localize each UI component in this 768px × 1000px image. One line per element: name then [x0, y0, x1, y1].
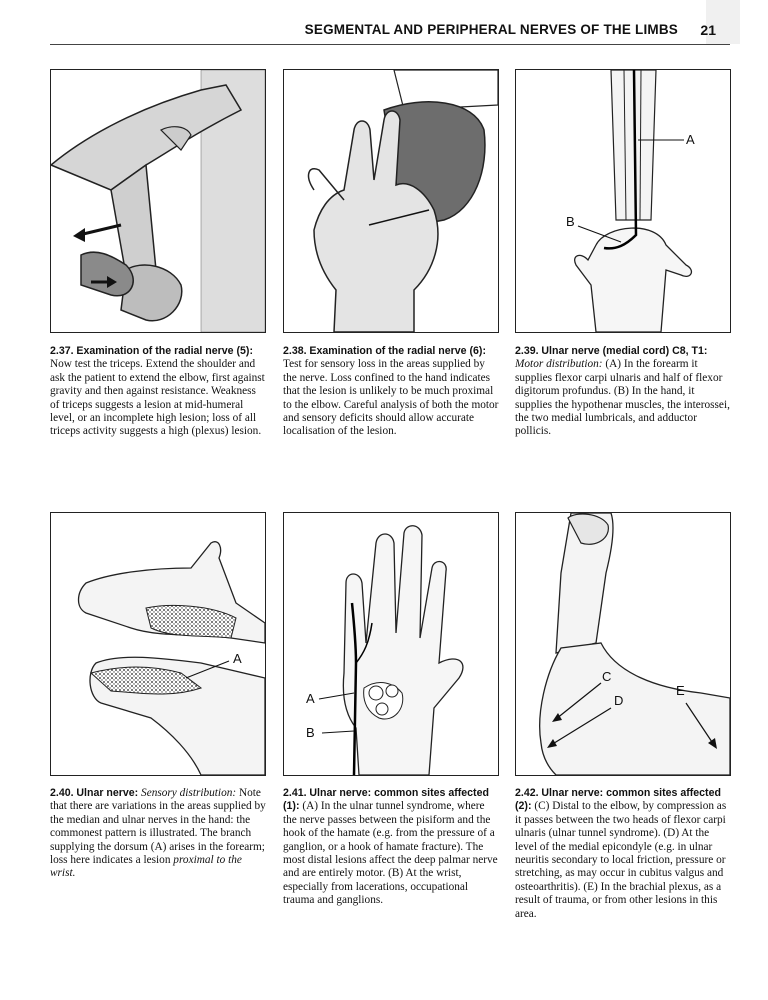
caption-heading: Examination of the radial nerve (6):	[309, 345, 486, 357]
caption-2-37	[50, 345, 268, 439]
caption-italic-lead: Sensory distribution:	[141, 787, 237, 799]
caption-2-42	[515, 787, 733, 921]
caption-italic-end: proximal to the wrist.	[50, 854, 242, 880]
figure-2-42-image	[515, 512, 731, 776]
figure-number: 2.39.	[515, 345, 539, 357]
ulnar-sites-wrist-illustration	[284, 513, 498, 775]
caption-italic-lead: Motor distribution:	[515, 358, 603, 371]
ulnar-sensory-distribution-illustration	[51, 513, 265, 775]
ulnar-motor-distribution-illustration	[516, 70, 730, 332]
caption-heading: Ulnar nerve (medial cord) C8, T1:	[541, 345, 708, 357]
label-d: D	[614, 693, 624, 708]
caption-body: (C) Distal to the elbow, by compression as it passes between the two heads of flexor carpi ulnaris (ulnar tunnel syndrome). (D) At the level of the medial epicondyle (e.g. in ulnar neuritis secondary to local friction, pressure or stretching, as may occur in cubitus valgus and osteoarthritis). (E) In the brachial plexus, as a result of trauma, or from other lesions in this area.	[515, 800, 727, 920]
caption-2-39	[515, 345, 733, 439]
caption-heading: Ulnar nerve:	[76, 787, 139, 799]
caption-2-40	[50, 787, 268, 881]
figure-2-37-image	[50, 69, 266, 333]
label-a: A	[306, 691, 315, 706]
caption-body: (A) In the ulnar tunnel syndrome, where the nerve passes between the pisiform and the hook of the hamate (e.g. from the pressure of a ganglion, or a hook of hamate fracture). The most distal lesions affect the deep palmar nerve and are entirely motor. (B) At the wrist, especially from lacerations, occupational trauma and ganglions.	[283, 800, 498, 907]
figure-number: 2.37.	[50, 345, 74, 357]
caption-body: Now test the triceps. Extend the shoulder and ask the patient to extend the elbow, first against gravity and then against resistance. Weakness of triceps suggests a lesion at mid-humeral level, or an incomplete high lesion; loss of all triceps activity suggests a high (plexus) lesion.	[50, 358, 265, 438]
page-number: 21	[700, 22, 716, 38]
running-header-title: SEGMENTAL AND PERIPHERAL NERVES OF THE LIMBS	[304, 22, 678, 37]
caption-body: Note that there are variations in the areas supplied by the median and ulnar nerves in the hand: the commonest pattern is illustrated. The branch supplying the dorsum (A) arises in the forearm; loss here indicates a lesion	[50, 787, 266, 867]
figure-2-40-image	[50, 512, 266, 776]
caption-heading: Examination of the radial nerve (5):	[76, 345, 253, 357]
caption-body: Test for sensory loss in the areas supplied by the nerve. Loss confined to the hand indicates that the lesion is unlikely to be much proximal to the elbow. Careful analysis of both the motor and sensory deficits should allow accurate localisation of the lesion.	[283, 358, 499, 438]
label-a: A	[233, 651, 242, 666]
triceps-test-illustration	[51, 70, 265, 332]
figure-number: 2.40.	[50, 787, 74, 799]
figure-2-38-image	[283, 69, 499, 333]
sensory-test-illustration	[284, 70, 498, 332]
label-a: A	[686, 132, 695, 147]
caption-2-41	[283, 787, 501, 908]
caption-body: (A) In the forearm it supplies flexor carpi ulnaris and half of flexor digitorum profundus. (B) In the hand, it supplies the hypothenar muscles, the interossei, the two medial lumbricals, and adductor pollicis.	[515, 358, 730, 438]
caption-2-38	[283, 345, 501, 439]
label-b: B	[566, 214, 575, 229]
figure-number: 2.42.	[515, 787, 539, 799]
figure-number: 2.41.	[283, 787, 307, 799]
caption-heading: Ulnar nerve: common sites affected (2):	[515, 787, 721, 813]
figure-2-39-image	[515, 69, 731, 333]
figure-2-41-image	[283, 512, 499, 776]
running-header	[50, 20, 730, 45]
label-b: B	[306, 725, 315, 740]
caption-heading: Ulnar nerve: common sites affected (1):	[283, 787, 489, 813]
ulnar-sites-elbow-illustration	[516, 513, 730, 775]
label-e: E	[676, 683, 685, 698]
label-c: C	[602, 669, 612, 684]
figure-number: 2.38.	[283, 345, 307, 357]
